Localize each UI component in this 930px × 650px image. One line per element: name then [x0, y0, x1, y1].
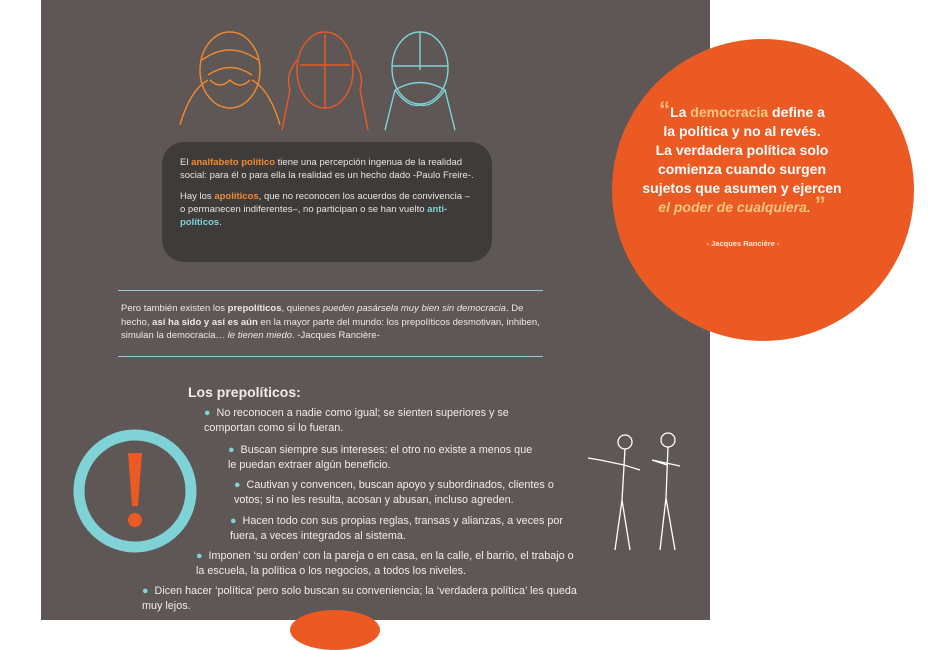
list-item: ● Buscan siempre sus intereses: el otro no existe a menos que le puedan extraer algún beneficio. [228, 444, 533, 471]
divider-top [118, 290, 543, 291]
hear-no-evil-figure-icon [282, 32, 368, 130]
list-item: ● Dicen hacer ‘política’ pero solo buscan su conveniencia; la ‘verdadera política’ les queda muy lejos. [142, 585, 577, 612]
list-item: ● Cautivan y convencen, buscan apoyo y subordinados, clientes o votos; si no les resulta, acosan y abusan, incluso agreden. [234, 479, 554, 506]
bullet-icon: ● [196, 550, 203, 562]
close-quote-mark: ” [814, 192, 826, 217]
bullet-icon: ● [230, 515, 237, 527]
prepoliticos-intro: Pero también existen los prepolíticos, quienes pueden pasársela muy bien sin democracia. De hecho, así ha sido y así es aún en la mayor parte del mundo: los prepolíticos desmotivan, inhiben, simulan la democracia… le tienen miedo. -Jacques Rancière- [121, 303, 540, 341]
bullet-icon: ● [142, 585, 149, 597]
see-no-evil-figure-icon [180, 32, 280, 125]
apoliticos-paragraph: Hay los apolíticos, que no reconocen los acuerdos de convivencia –o permanecen indiferentes–, no participan o se han vuelto anti-políticos. [180, 191, 470, 228]
divider-bottom [118, 356, 543, 357]
bullet-icon: ● [228, 444, 235, 456]
bullet-icon: ● [234, 479, 241, 491]
open-quote-mark: “ [659, 97, 671, 122]
list-heading: Los prepolíticos: [188, 384, 301, 400]
list-item: ● Hacen todo con sus propias reglas, transas y alianzas, a veces por fuera, a veces integrados al sistema. [230, 515, 564, 542]
quote-text: “La democracia define a la política y no al revés. La verdadera política solo comienza cuando surgen sujetos que asumen y ejercen el poder de cualquiera. ” [642, 97, 842, 217]
decorative-orange-shape [290, 610, 380, 650]
speak-no-evil-figure-icon [385, 32, 455, 130]
analfabeto-paragraph: El analfabeto político tiene una percepción ingenua de la realidad social: para él o para ella la realidad es un hecho dado -Paulo Freire-. [180, 157, 474, 181]
list-item: ● Imponen ‘su orden’ con la pareja o en casa, en la calle, el barrio, el trabajo o la escuela, la política o los negocios, a todos los niveles. [196, 550, 574, 577]
three-figures-illustration [170, 30, 470, 140]
list-item: ● No reconocen a nadie como igual; se sienten superiores y se comportan como si lo fueran. [204, 407, 509, 434]
definitions-box [162, 142, 492, 262]
bullet-icon: ● [204, 407, 211, 419]
exclamation-warning-icon [72, 428, 198, 554]
arguing-stick-figures-icon [580, 430, 690, 560]
quote-author: - Jacques Rancière - [706, 239, 780, 248]
